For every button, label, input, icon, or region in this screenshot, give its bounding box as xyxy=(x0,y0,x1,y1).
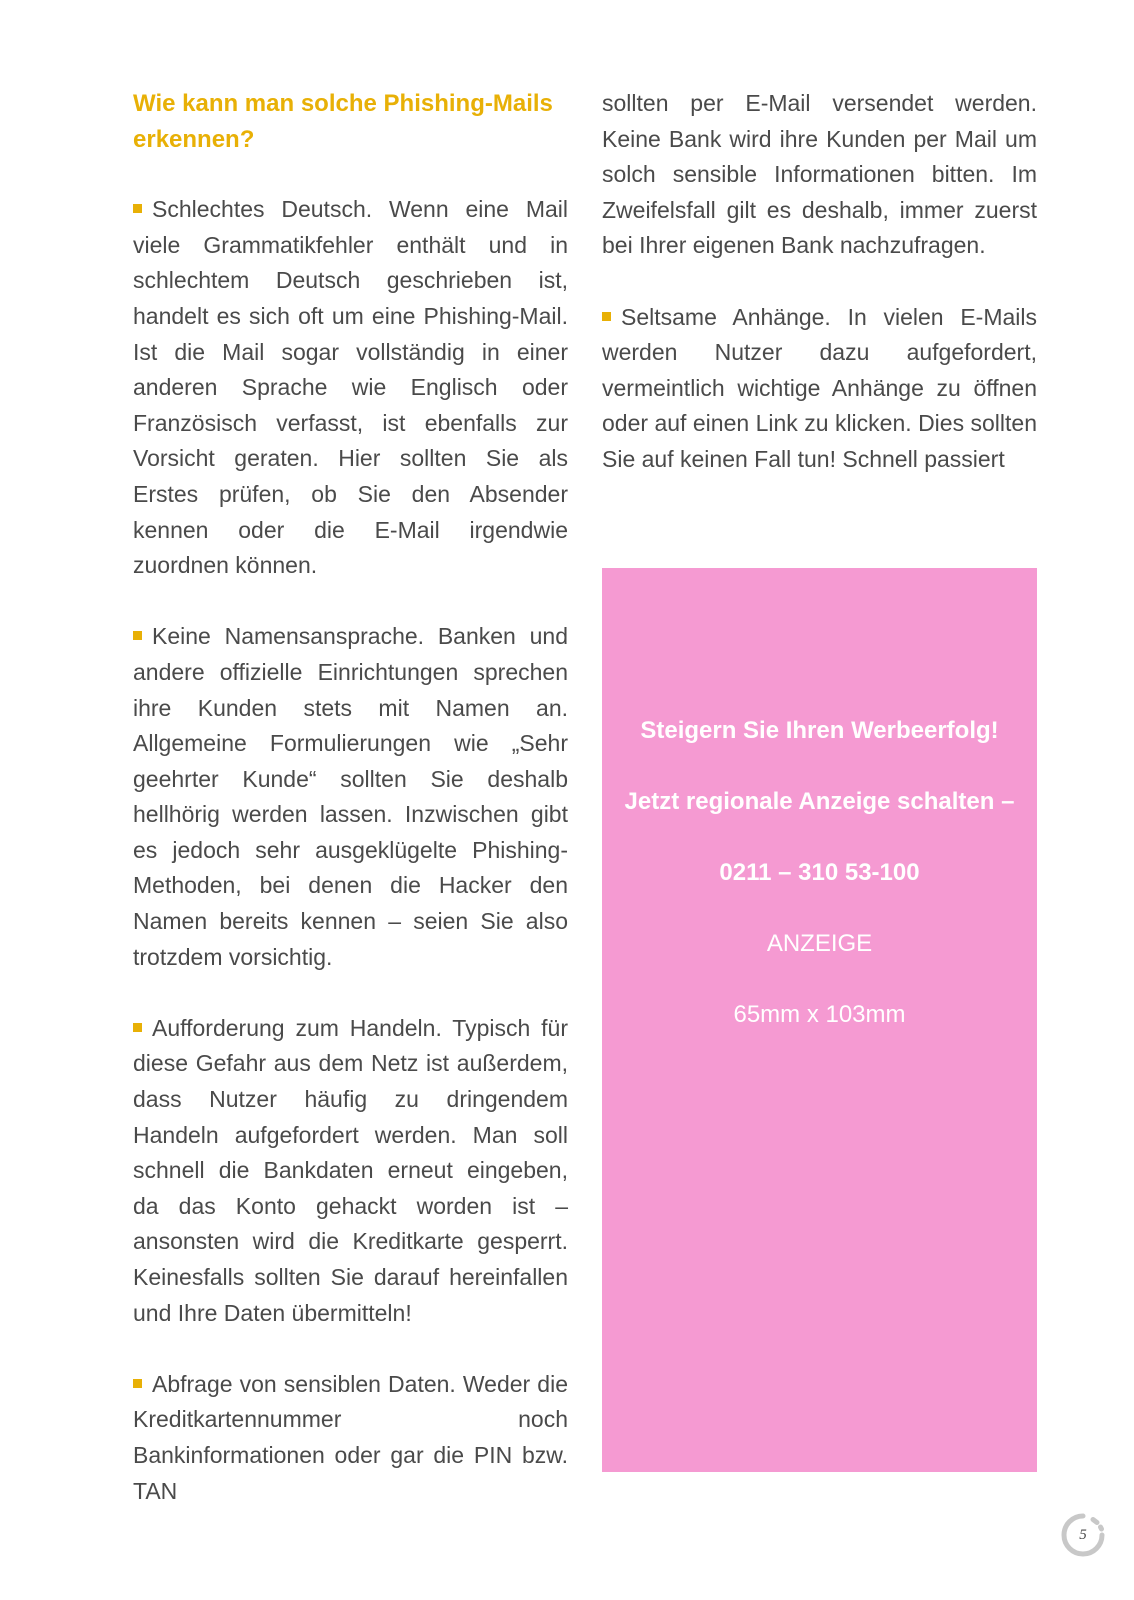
paragraph-sensitive-data xyxy=(133,1367,568,1509)
bullet-square-icon xyxy=(133,204,142,213)
paragraph-no-name xyxy=(133,619,568,975)
page-number: 5 xyxy=(1079,1527,1087,1543)
paragraph-call-to-action xyxy=(133,1011,568,1331)
bullet-square-icon xyxy=(133,1023,142,1032)
ad-headline: Steigern Sie Ihren Werbeerfolg! xyxy=(640,717,999,744)
paragraph-text: Seltsame Anhänge. In vielen E-Mails werden Nutzer dazu aufgefordert, vermeintlich wichtige Anhänge zu öffnen oder auf einen Link zu klicken. Dies sollten Sie auf keinen Fall tun! Schnell passiert xyxy=(602,303,1037,472)
bullet-square-icon xyxy=(602,312,611,321)
bullet-square-icon xyxy=(133,631,142,640)
paragraph-attachments xyxy=(602,300,1037,478)
paragraph-bad-german xyxy=(133,192,568,584)
ad-label: ANZEIGE xyxy=(766,930,873,957)
paragraph-continuation xyxy=(602,86,1037,264)
paragraph-text: Abfrage von sensiblen Daten. Weder die Kreditkartennummer noch Bankinformationen oder gar die PIN bzw. TAN xyxy=(133,1370,568,1504)
right-column xyxy=(602,86,1037,478)
advertisement-box xyxy=(602,568,1037,1472)
paragraph-text: Schlechtes Deutsch. Wenn eine Mail viele Grammatikfehler enthält und in schlechtem Deutsch geschrieben ist, handelt es sich oft um eine Phishing-Mail. Ist die Mail sogar vollständig in einer anderen Sprache wie Englisch oder Französisch verfasst, ist ebenfalls zur Vorsicht geraten. Hier sollten Sie als Erstes prüfen, ob Sie den Absender kennen oder die E-Mail irgendwie zuordnen können. xyxy=(133,196,568,579)
bullet-square-icon xyxy=(133,1379,142,1388)
section-heading: Wie kann man solche Phishing-Mails erkennen? xyxy=(133,90,553,153)
left-column xyxy=(133,86,568,1509)
ad-phone-number: 0211 – 310 53-100 xyxy=(719,859,920,886)
ad-call-to-action: Jetzt regionale Anzeige schalten – xyxy=(624,788,1015,815)
ad-size: 65mm x 103mm xyxy=(733,1001,906,1028)
paragraph-text: Aufforderung zum Handeln. Typisch für diese Gefahr aus dem Netz ist außerdem, dass Nutzer häufig zu dringendem Handeln aufgefordert werden. Man soll schnell die Bankdaten erneut eingeben, da das Konto gehackt worden ist – ansonsten wird die Kreditkarte gesperrt. Keinesfalls sollten Sie darauf hereinfallen und Ihre Daten übermitteln! xyxy=(133,1014,568,1326)
paragraph-text: Keine Namensansprache. Banken und andere offizielle Einrichtungen sprechen ihre Kunden stets mit Namen an. Allgemeine Formulierungen wie „Sehr geehrter Kunde“ sollten Sie deshalb hellhörig werden lassen. Inzwischen gibt es jedoch sehr ausgeklügelte Phishing-Methoden, bei denen die Hacker den Namen bereits kennen – seien Sie also trotzdem vorsichtig. xyxy=(133,623,568,970)
paragraph-text: sollten per E-Mail versendet werden. Keine Bank wird ihre Kunden per Mail um solch sensible Informationen bitten. Im Zweifelsfall gilt es deshalb, immer zuerst bei Ihrer eigenen Bank nachzufragen. xyxy=(602,90,1037,259)
